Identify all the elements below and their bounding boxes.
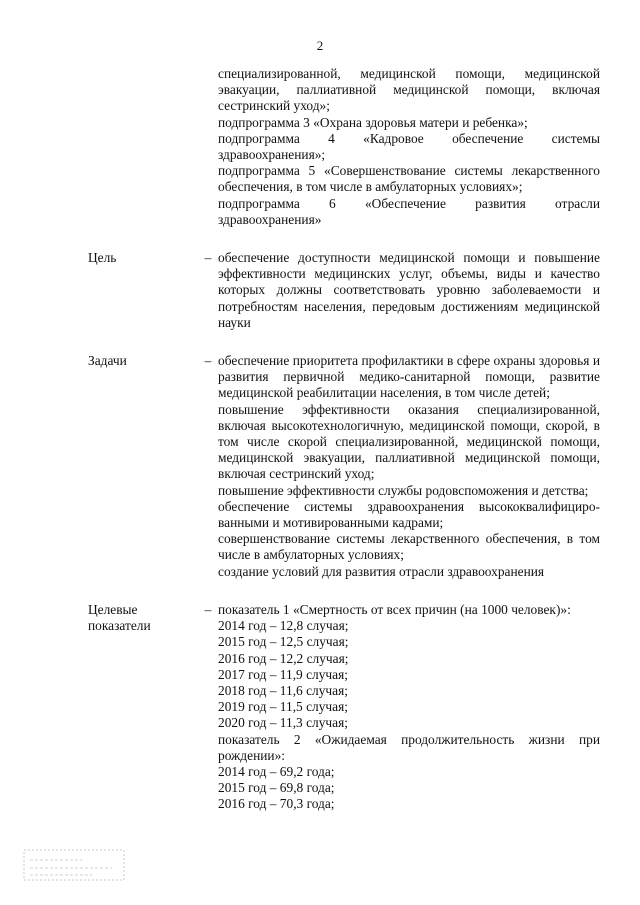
paragraph: повышение эффективности оказания специализированной, включая высокотехнологичную, медицинской помощи, скорой, в том числе скорой специализированной, медицинской помощи, медицинской эвакуации, паллиативной медицинской помощи, включая сестринский уход; [218,401,600,482]
section-tasks [88,353,600,580]
dash: – [204,250,212,266]
paragraph: подпрограмма 5 «Совершенствование системы лекарственного обеспечения, в том числе в амбулаторных условиях»; [218,163,600,195]
dash: – [204,601,212,617]
list-item: 2015 год – 12,5 случая; [218,634,349,650]
section-label: Целевые показатели [88,601,151,634]
paragraph: создание условий для развития отрасли здравоохранения [218,563,545,579]
list-item: 2016 год – 70,3 года; [218,796,335,812]
paragraph: подпрограмма 6 «Обеспечение развития отрасли здравоохранения» [218,195,600,227]
list-item: 2018 год – 11,6 случая; [218,682,348,698]
paragraph: показатель 1 «Смертность от всех причин (на 1000 человек)»: [218,601,571,617]
paragraph: подпрограмма 4 «Кадровое обеспечение системы здравоохранения»; [218,130,600,163]
section-goal [88,250,600,331]
paragraph: повышение эффективности службы родовспоможения и детства; [218,482,589,498]
paragraph: подпрограмма 3 «Охрана здоровья матери и ребенка»; [218,114,528,130]
list-item: 2015 год – 69,8 года; [218,780,335,796]
list-item: 2014 год – 12,8 случая; [218,618,349,634]
paragraph: специализированной, медицинской помощи, медицинской эвакуации, паллиативной медицинской помощи, включая сестринский уход»; [218,66,600,114]
section-label: Задачи [88,353,127,369]
list-item: 2016 год – 12,2 случая; [218,650,349,666]
section-label: Цель [88,250,117,266]
continuation-row [88,66,600,228]
paragraph: совершенствование системы лекарственного обеспечения, в том числе в амбулаторных условиях; [218,531,600,563]
paragraph: обеспечение приоритета профилактики в сфере охраны здоровья и развития первичной медико-санитарной помощи, развитие медицинской реабилитации населения, в том числе детей; [218,353,600,401]
list-item: 2017 год – 11,9 случая; [218,666,348,682]
document-body [88,66,600,813]
paragraph: обеспечение системы здравоохранения высококвалифициро-ванными и мотивированными кадрами; [218,498,600,531]
list-item: 2019 год – 11,5 случая; [218,699,348,715]
stamp-mark [22,846,126,884]
paragraph: показатель 2 «Ожидаемая продолжительность жизни при рождении»: [218,731,600,763]
continuation-text [218,66,600,228]
list-item: 2014 год – 69,2 года; [218,763,335,779]
dash: – [204,353,212,369]
paragraph: обеспечение доступности медицинской помощи и повышение эффективности медицинских услуг, объемы, виды и качество которых должны соответствовать уровню заболеваемости и потребностям населения, передовым достижениям медицинской науки [218,250,600,330]
list-item: 2020 год – 11,3 случая; [218,715,348,731]
page-number: 2 [316,38,324,53]
section-target-indicators [88,602,600,813]
